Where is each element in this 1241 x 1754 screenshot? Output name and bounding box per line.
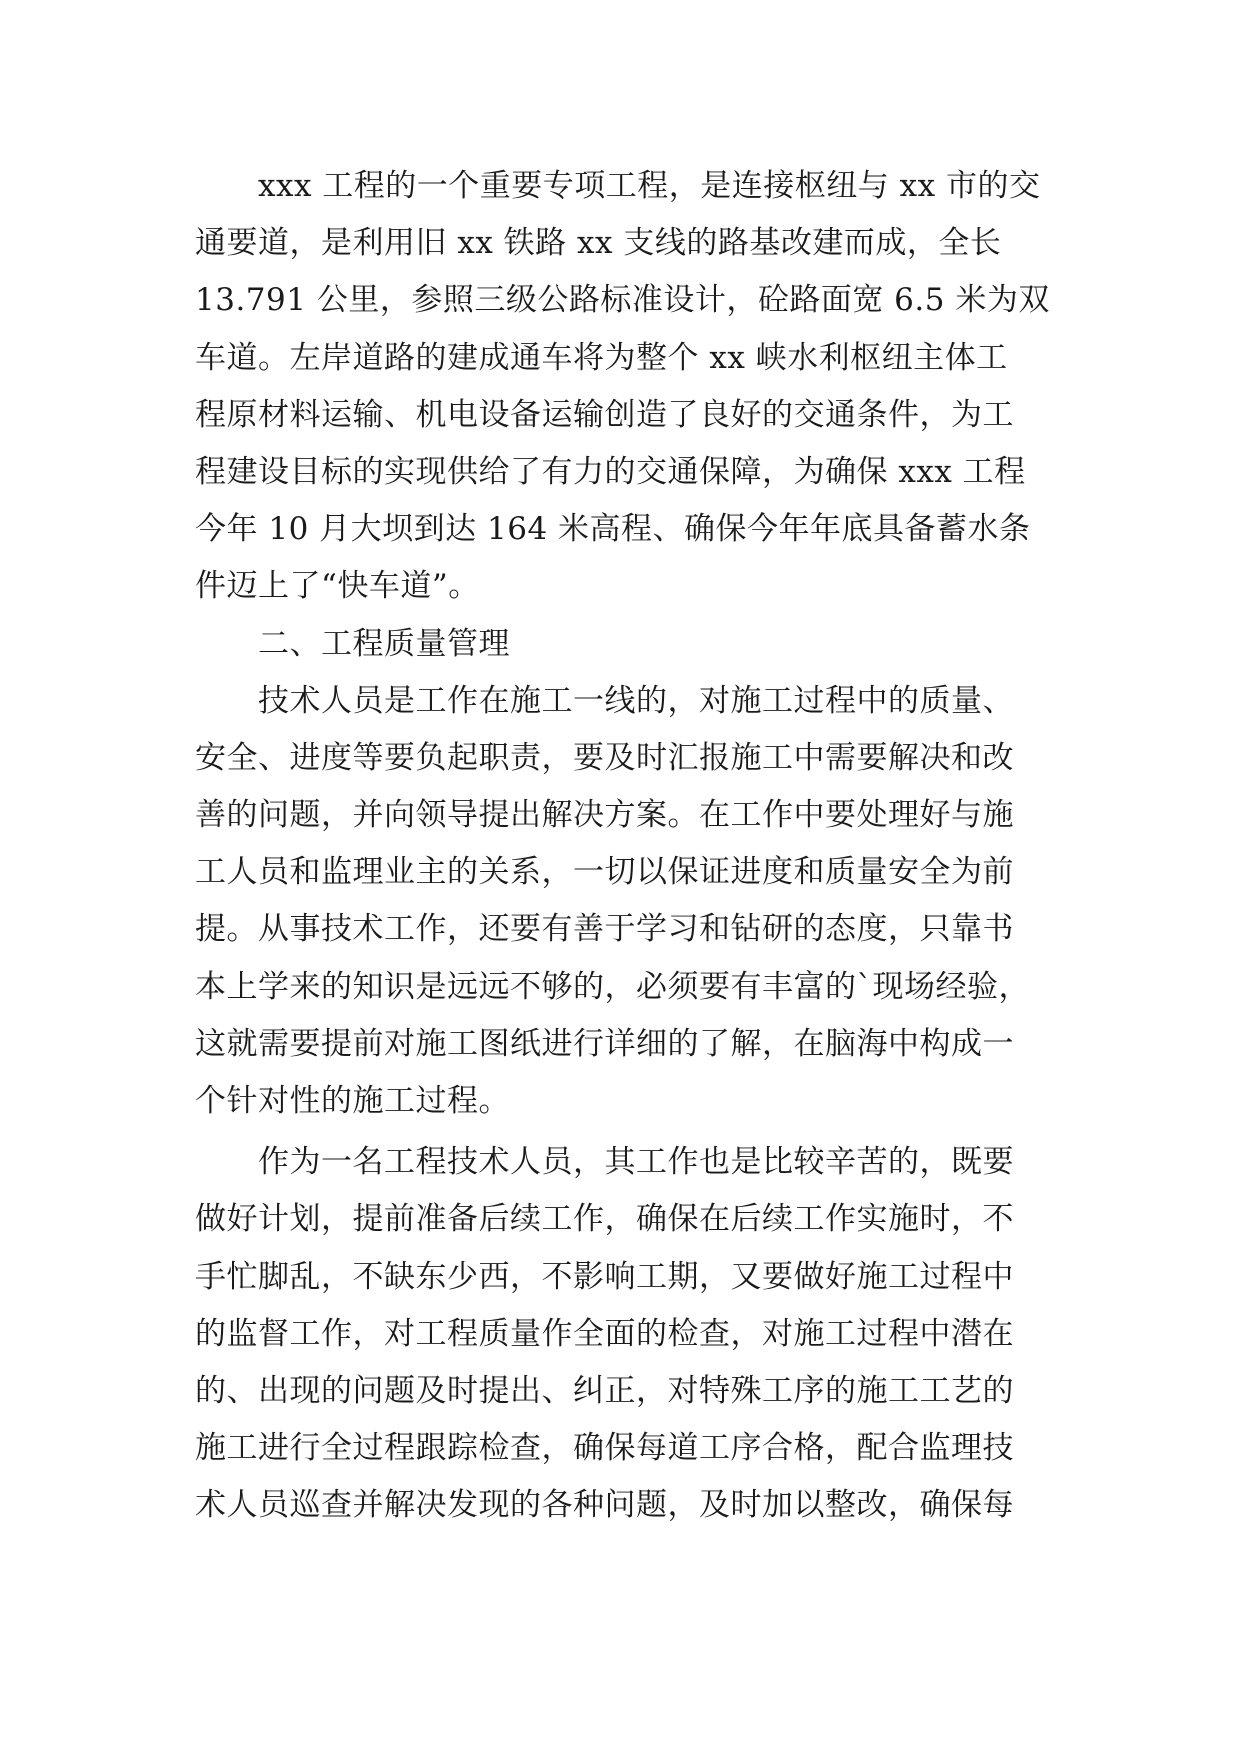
document-body bbox=[195, 158, 1075, 1535]
text-line: 技术人员是工作在施工一线的，对施工过程中的质量、 bbox=[258, 682, 1014, 719]
section-heading-text: 二、工程质量管理 bbox=[258, 625, 510, 662]
text-line: 施工进行全过程跟踪检查，确保每道工序合格，配合监理技 bbox=[195, 1430, 1014, 1467]
text-line: 件迈上了“快车道”。 bbox=[195, 568, 480, 605]
text-line: 手忙脚乱，不缺东少西，不影响工期，又要做好施工过程中 bbox=[195, 1258, 1014, 1295]
text-line: 程原材料运输、机电设备运输创造了良好的交通条件，为工 bbox=[195, 396, 1014, 433]
paragraph-project-overview bbox=[195, 158, 1075, 616]
text-line: 的、出现的问题及时提出、纠正，对特殊工序的施工工艺的 bbox=[195, 1372, 1014, 1409]
text-line: 提。从事技术工作，还要有善于学习和钻研的态度，只靠书 bbox=[195, 911, 1014, 948]
text-line: 本上学来的知识是远远不够的，必须要有丰富的`现场经验， bbox=[195, 968, 1030, 1005]
text-line: 程建设目标的实现供给了有力的交通保障，为确保 xxx 工程 bbox=[195, 453, 1026, 490]
paragraph-technical-staff bbox=[195, 673, 1075, 1131]
text-line: 术人员巡查并解决发现的各种问题，及时加以整改，确保每 bbox=[195, 1487, 1014, 1524]
section-heading bbox=[195, 616, 1075, 673]
text-line: 今年 10 月大坝到达 164 米高程、确保今年年底具备蓄水条 bbox=[195, 511, 1031, 548]
text-line: 车道。左岸道路的建成通车将为整个 xx 峡水利枢纽主体工 bbox=[195, 339, 1008, 376]
text-line: 的监督工作，对工程质量作全面的检查，对施工过程中潜在 bbox=[195, 1315, 1014, 1352]
text-line: 通要道，是利用旧 xx 铁路 xx 支线的路基改建而成，全长 bbox=[195, 225, 1002, 262]
text-line: 安全、进度等要负起职责，要及时汇报施工中需要解决和改 bbox=[195, 739, 1014, 776]
paragraph-engineer-duties bbox=[195, 1134, 1075, 1534]
text-line: 作为一名工程技术人员，其工作也是比较辛苦的，既要 bbox=[258, 1144, 1014, 1181]
text-line: 这就需要提前对施工图纸进行详细的了解，在脑海中构成一 bbox=[195, 1025, 1014, 1062]
text-line: 善的问题，并向领导提出解决方案。在工作中要处理好与施 bbox=[195, 797, 1014, 834]
text-line: 13.791 公里，参照三级公路标准设计，砼路面宽 6.5 米为双 bbox=[195, 282, 1050, 319]
text-line: 个针对性的施工过程。 bbox=[195, 1083, 510, 1119]
text-line: xxx 工程的一个重要专项工程，是连接枢纽与 xx 市的交 bbox=[258, 168, 1041, 204]
text-line: 做好计划，提前准备后续工作，确保在后续工作实施时，不 bbox=[195, 1201, 1014, 1238]
text-line: 工人员和监理业主的关系，一切以保证进度和质量安全为前 bbox=[195, 854, 1014, 891]
